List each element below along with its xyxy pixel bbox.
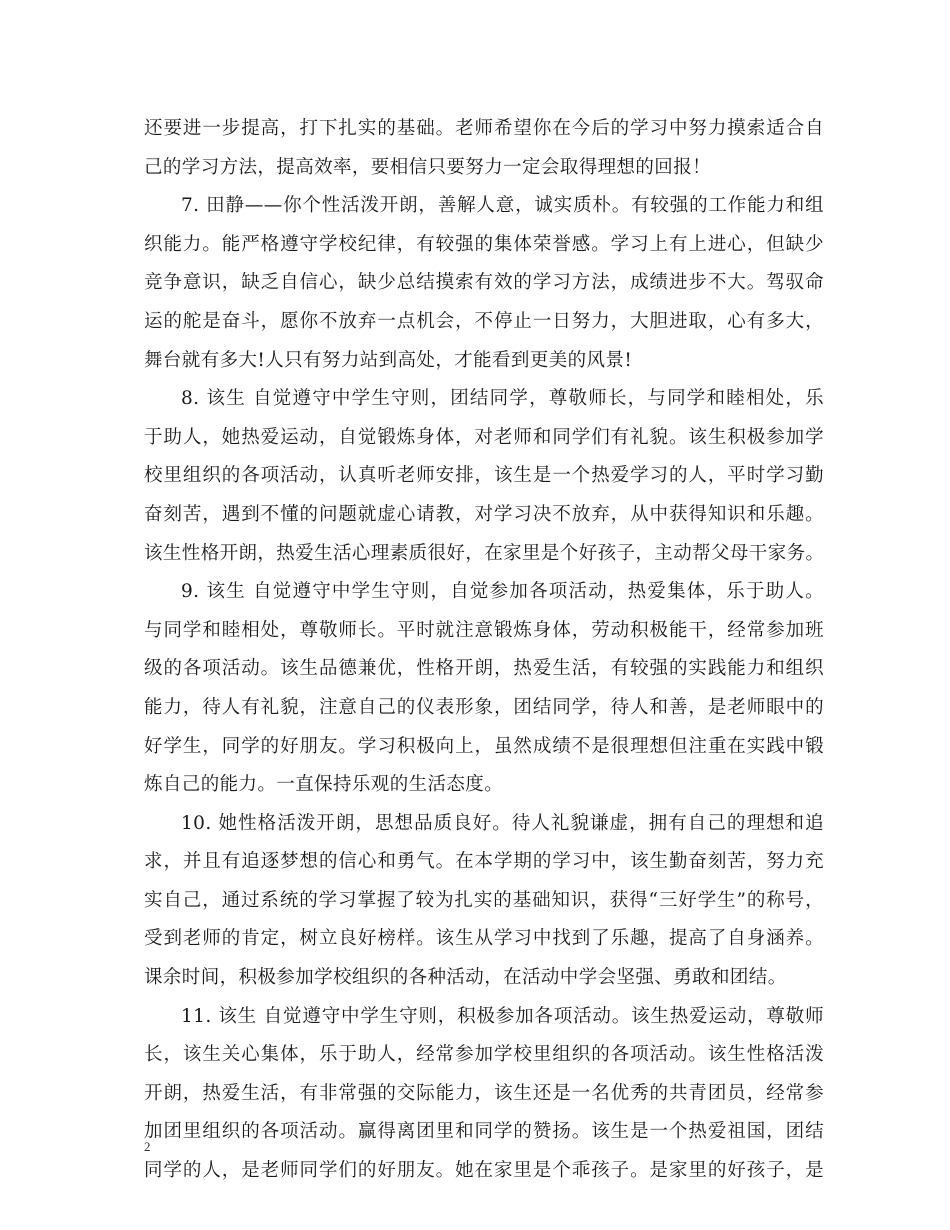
text-line: 好学生，同学的好朋友。学习积极向上，虽然成绩不是很理想但注重在实践中锻 <box>144 735 824 757</box>
paragraph-first-line: 9. 该生 自觉遵守中学生守则，自觉参加各项活动，热爱集体，乐于助人。 <box>181 581 824 603</box>
text-line: 运的舵是奋斗，愿你不放弃一点机会，不停止一日努力，大胆进取，心有多大， <box>144 310 824 332</box>
text-line: 于助人，她热爱运动，自觉锻炼身体，对老师和同学们有礼貌。该生积极参加学 <box>144 426 824 448</box>
text-line: 求，并且有追逐梦想的信心和勇气。在本学期的学习中，该生勤奋刻苦，努力充 <box>144 851 824 873</box>
text-line: 开朗，热爱生活，有非常强的交际能力，该生还是一名优秀的共青团员，经常参 <box>144 1082 824 1104</box>
text-line: 舞台就有多大!人只有努力站到高处，才能看到更美的风景! <box>144 349 633 371</box>
text-line: 织能力。能严格遵守学校纪律，有较强的集体荣誉感。学习上有上进心，但缺少 <box>144 233 824 255</box>
text-line: 实自己，通过系统的学习掌握了较为扎实的基础知识，获得“三好学生”的称号， <box>144 889 824 911</box>
text-line: 与同学和睦相处，尊敬师长。平时就注意锻炼身体，劳动积极能干，经常参加班 <box>144 619 824 641</box>
text-line: 校里组织的各项活动，认真听老师安排，该生是一个热爱学习的人，平时学习勤 <box>144 465 824 487</box>
text-line: 己的学习方法，提高效率，要相信只要努力一定会取得理想的回报！ <box>144 156 712 178</box>
page-number: 2 <box>144 1139 151 1154</box>
paragraph-first-line: 8. 该生 自觉遵守中学生守则，团结同学，尊敬师长，与同学和睦相处，乐 <box>181 388 824 410</box>
text-line: 能力，待人有礼貌，注意自己的仪表形象，团结同学，待人和善，是老师眼中的 <box>144 696 824 718</box>
text-line: 受到老师的肯定，树立良好榜样。该生从学习中找到了乐趣，提高了自身涵养。 <box>144 928 824 950</box>
text-line: 级的各项活动。该生品德兼优，性格开朗，热爱生活，有较强的实践能力和组织 <box>144 658 824 680</box>
text-line: 课余时间，积极参加学校组织的各种活动，在活动中学会坚强、勇敢和团结。 <box>144 967 787 989</box>
body-text <box>144 110 824 1191</box>
text-line: 同学的人，是老师同学们的好朋友。她在家里是个乖孩子。是家里的好孩子，是 <box>144 1160 824 1182</box>
text-line: 加团里组织的各项活动。赢得离团里和同学的赞扬。该生是一个热爱祖国，团结 <box>144 1121 824 1143</box>
text-line: 长，该生关心集体，乐于助人，经常参加学校里组织的各项活动。该生性格活泼 <box>144 1044 824 1066</box>
text-line: 该生性格开朗，热爱生活心理素质很好，在家里是个好孩子，主动帮父母干家务。 <box>144 542 824 564</box>
paragraph-first-line: 11. 该生 自觉遵守中学生守则，积极参加各项活动。该生热爱运动，尊敬师 <box>181 1005 824 1027</box>
paragraph-first-line: 7. 田静——你个性活泼开朗，善解人意，诚实质朴。有较强的工作能力和组 <box>181 195 824 217</box>
text-line: 炼自己的能力。一直保持乐观的生活态度。 <box>144 774 504 796</box>
text-line: 奋刻苦，遇到不懂的问题就虚心请教，对学习决不放弃，从中获得知识和乐趣。 <box>144 503 824 525</box>
text-line: 竞争意识，缺乏自信心，缺少总结摸索有效的学习方法，成绩进步不大。驾驭命 <box>144 272 824 294</box>
text-line: 还要进一步提高，打下扎实的基础。老师希望你在今后的学习中努力摸索适合自 <box>144 118 824 139</box>
paragraph-first-line: 10. 她性格活泼开朗，思想品质良好。待人礼貌谦虚，拥有自己的理想和追 <box>181 812 824 834</box>
